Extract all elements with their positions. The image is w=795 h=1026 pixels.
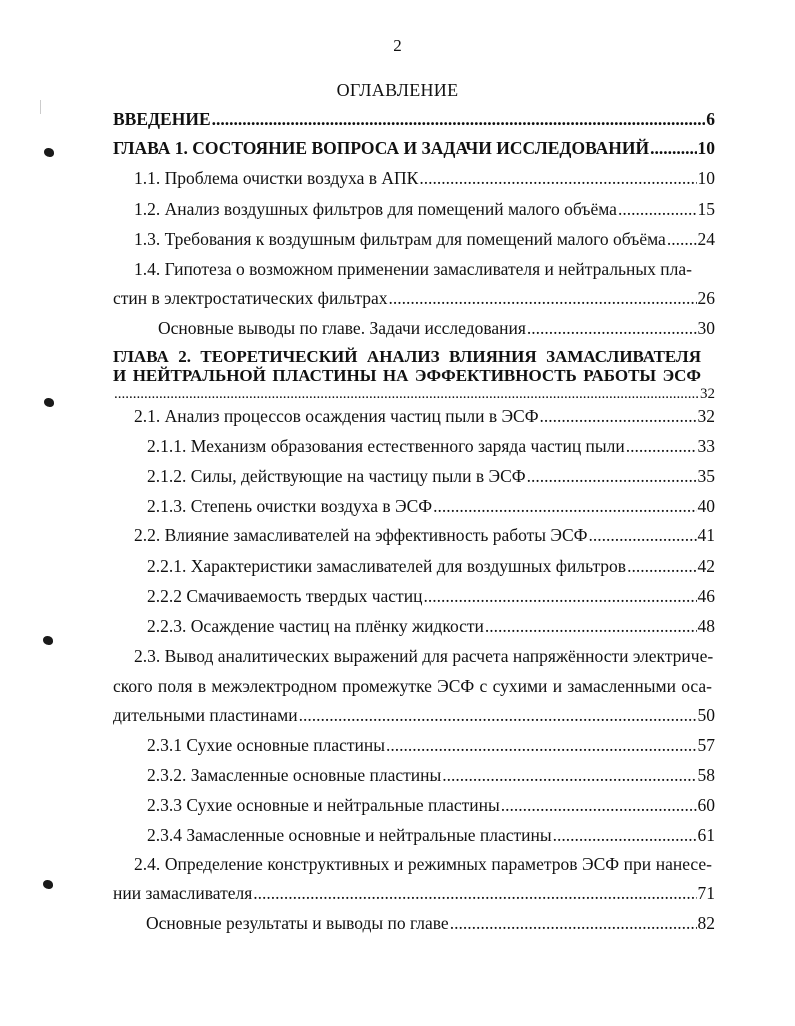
toc-entry-text: 2.3.4 Замасленные основные и нейтральные пластины bbox=[147, 825, 552, 845]
toc-leader bbox=[442, 764, 696, 786]
toc-page-number: 15 bbox=[697, 199, 715, 219]
toc-entry-text: стин в электростатических фильтрах bbox=[113, 288, 388, 308]
toc-page-number: 26 bbox=[697, 288, 715, 308]
toc-section-2-4[interactable] bbox=[113, 882, 715, 904]
toc-page-number: 32 bbox=[700, 386, 715, 402]
toc-leader bbox=[253, 882, 696, 904]
toc-section-2-2-3[interactable] bbox=[147, 615, 715, 637]
toc-leader bbox=[114, 385, 699, 403]
toc-leader bbox=[433, 495, 696, 517]
toc-section-1-3[interactable] bbox=[134, 228, 715, 250]
toc-leader bbox=[501, 794, 697, 816]
toc-page-number: 60 bbox=[697, 795, 715, 815]
toc-leader bbox=[540, 405, 697, 427]
toc-entry-text: 2.1.3. Степень очистки воздуха в ЭСФ bbox=[147, 496, 433, 516]
toc-page-number: 24 bbox=[697, 229, 715, 249]
toc-leader bbox=[389, 287, 697, 309]
toc-section-2-1-2[interactable] bbox=[147, 465, 715, 487]
toc-leader bbox=[627, 555, 696, 577]
toc-entry-text: 2.2. Влияние замасливателей на эффективность работы ЭСФ bbox=[134, 525, 588, 545]
toc-chapter-1-conclusions[interactable] bbox=[158, 317, 715, 339]
toc-entry-text: Основные выводы по главе. Задачи исследования bbox=[158, 318, 526, 338]
toc-leader bbox=[553, 824, 697, 846]
toc-page-number: 10 bbox=[697, 138, 715, 158]
toc-leader bbox=[589, 524, 697, 546]
scan-hole-mark bbox=[44, 398, 54, 407]
toc-section-1-4[interactable] bbox=[113, 287, 715, 309]
toc-page-number: 58 bbox=[697, 765, 715, 785]
toc-entry-text: 2.1.2. Силы, действующие на частицу пыли в ЭСФ bbox=[147, 466, 526, 486]
toc-entry-text: ВВЕДЕНИЕ bbox=[113, 109, 211, 129]
toc-entry-text: 1.1. Проблема очистки воздуха в АПК bbox=[134, 168, 419, 188]
toc-leader bbox=[618, 198, 697, 220]
toc-section-2-1-3[interactable] bbox=[147, 495, 715, 517]
toc-page-number: 48 bbox=[697, 616, 715, 636]
toc-entry-text: дительными пластинами bbox=[113, 705, 298, 725]
toc-page-number: 50 bbox=[697, 705, 715, 725]
toc-leader bbox=[485, 615, 697, 637]
toc-leader bbox=[386, 734, 697, 756]
toc-entry-text: 2.2.2 Смачиваемость твердых частиц bbox=[147, 586, 423, 606]
toc-section-1-4-line1[interactable]: 1.4. Гипотеза о возможном применении замасливателя и нейтральных пла- bbox=[134, 259, 692, 279]
toc-page-number: 35 bbox=[697, 466, 715, 486]
toc-leader bbox=[667, 228, 697, 250]
toc-page-number: 82 bbox=[697, 913, 715, 933]
toc-entry-text: 2.1. Анализ процессов осаждения частиц пыли в ЭСФ bbox=[134, 406, 539, 426]
toc-entry-text: 2.3.3 Сухие основные и нейтральные пластины bbox=[147, 795, 500, 815]
toc-section-2-1[interactable] bbox=[134, 405, 715, 427]
toc-page-number: 57 bbox=[697, 735, 715, 755]
toc-page-number: 30 bbox=[697, 318, 715, 338]
toc-chapter-2-title-line2[interactable]: И НЕЙТРАЛЬНОЙ ПЛАСТИНЫ НА ЭФФЕКТИВНОСТЬ РАБОТЫ ЭСФ bbox=[113, 366, 701, 385]
scan-margin-mark bbox=[40, 100, 41, 114]
toc-section-2-2-1[interactable] bbox=[147, 555, 715, 577]
scan-hole-mark bbox=[43, 636, 53, 645]
toc-intro[interactable] bbox=[113, 108, 715, 130]
toc-section-2-3-line2[interactable]: ского поля в межэлектродном промежутке ЭСФ с сухими и замасленными оса- bbox=[113, 676, 712, 696]
page-number: 2 bbox=[393, 36, 402, 55]
toc-page-number: 6 bbox=[706, 109, 715, 129]
toc-section-2-2-2[interactable] bbox=[147, 585, 715, 607]
toc-page-number: 10 bbox=[697, 168, 715, 188]
toc-leader bbox=[650, 137, 696, 159]
toc-entry-text: 1.2. Анализ воздушных фильтров для помещений малого объёма bbox=[134, 199, 617, 219]
toc-section-2-3-1[interactable] bbox=[147, 734, 715, 756]
toc-entry-text: ГЛАВА 1. СОСТОЯНИЕ ВОПРОСА И ЗАДАЧИ ИССЛЕДОВАНИЙ bbox=[113, 138, 650, 158]
toc-entry-text: Основные результаты и выводы по главе bbox=[146, 913, 449, 933]
toc-section-1-1[interactable] bbox=[134, 167, 715, 189]
toc-chapter-2-title-line1[interactable]: ГЛАВА 2. ТЕОРЕТИЧЕСКИЙ АНАЛИЗ ВЛИЯНИЯ ЗАМАСЛИВАТЕЛЯ bbox=[113, 347, 701, 366]
toc-entry-text: нии замасливателя bbox=[113, 883, 253, 903]
toc-entry-text: 2.2.3. Осаждение частиц на плёнку жидкости bbox=[147, 616, 484, 636]
toc-entry-text: 2.3.2. Замасленные основные пластины bbox=[147, 765, 442, 785]
scan-hole-mark bbox=[44, 148, 54, 157]
toc-section-2-3-4[interactable] bbox=[147, 824, 715, 846]
toc-leader bbox=[419, 167, 696, 189]
toc-leader bbox=[299, 704, 697, 726]
toc-leader bbox=[423, 585, 696, 607]
toc-leader bbox=[527, 317, 697, 339]
toc-section-2-3-2[interactable] bbox=[147, 764, 715, 786]
toc-section-2-3-3[interactable] bbox=[147, 794, 715, 816]
scan-hole-mark bbox=[43, 880, 53, 889]
toc-page-number: 71 bbox=[697, 883, 715, 903]
toc-section-1-2[interactable] bbox=[134, 198, 715, 220]
toc-chapter-1[interactable] bbox=[113, 137, 715, 159]
toc-section-2-4-line1[interactable]: 2.4. Определение конструктивных и режимных параметров ЭСФ при нанесе- bbox=[134, 854, 712, 874]
toc-page-number: 41 bbox=[697, 525, 715, 545]
toc-chapter-2-results[interactable] bbox=[146, 912, 715, 934]
toc-entry-text: 1.3. Требования к воздушным фильтрам для помещений малого объёма bbox=[134, 229, 666, 249]
toc-section-2-1-1[interactable] bbox=[147, 435, 715, 457]
toc-section-2-3[interactable] bbox=[113, 704, 715, 726]
toc-page-number: 46 bbox=[697, 586, 715, 606]
toc-section-2-2[interactable] bbox=[134, 524, 715, 546]
toc-leader bbox=[212, 108, 706, 130]
toc-page-number: 33 bbox=[697, 436, 715, 456]
toc-entry-text: 2.3.1 Сухие основные пластины bbox=[147, 735, 385, 755]
toc-leader bbox=[626, 435, 697, 457]
toc-page-number: 32 bbox=[697, 406, 715, 426]
toc-entry-text: 2.1.1. Механизм образования естественного заряда частиц пыли bbox=[147, 436, 625, 456]
toc-chapter-2[interactable] bbox=[113, 385, 715, 403]
toc-entry-text: 2.2.1. Характеристики замасливателей для воздушных фильтров bbox=[147, 556, 627, 576]
toc-section-2-3-line1[interactable]: 2.3. Вывод аналитических выражений для расчета напряжённости электриче- bbox=[134, 646, 714, 666]
toc-leader bbox=[450, 912, 697, 934]
toc-page-number: 42 bbox=[697, 556, 715, 576]
toc-page-number: 61 bbox=[697, 825, 715, 845]
toc-page-number: 40 bbox=[697, 496, 715, 516]
toc-leader bbox=[527, 465, 697, 487]
page-title: ОГЛАВЛЕНИЕ bbox=[336, 80, 459, 100]
